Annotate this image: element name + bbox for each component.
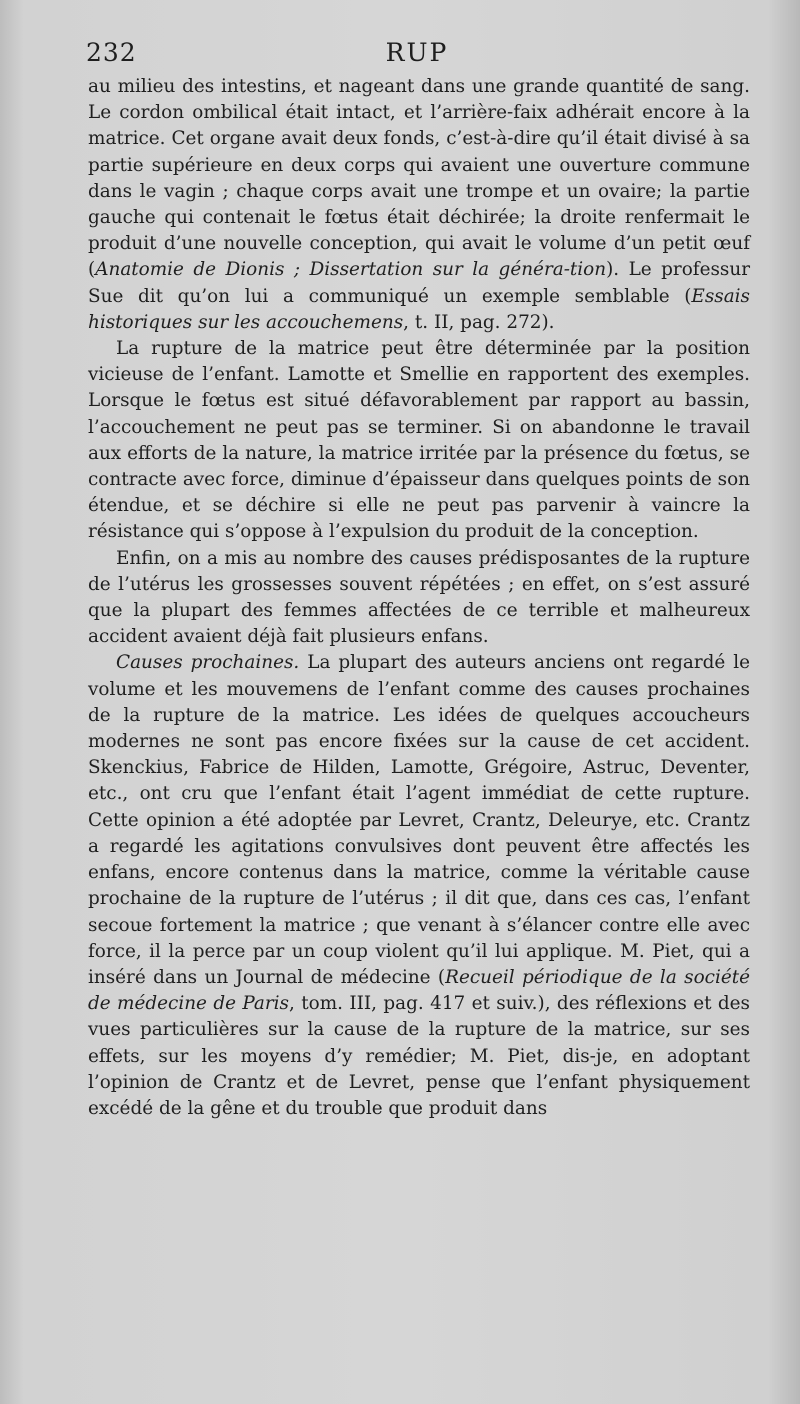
text-segment: , tom. III, pag. 417 et suiv.), des réflexions et des vues particulières sur la cause de la rupture de la matrice, sur ses effets, sur les moyens d’y remédier; M. Piet, dis-je, en adoptant l’opinion de Crantz et de Levret, pense que l’enfant physiquement excédé de la gêne et du trouble que produit dans [88, 993, 750, 1119]
text-segment: au milieu des intestins, et nageant dans une grande quantité de sang. Le cordon ombilical était intact, et l’arrière-faix adhérait encore à la matrice. Cet organe avait deux fonds, c’est-à-dire qu’il était divisé à sa partie supérieure en deux corps qui avaient une ouverture commune dans le vagin ; chaque corps avait une trompe et un ovaire; la partie gauche qui contenait le fœtus était déchirée; la droite renfermait le produit d’une nouvelle conception, qui avait le volume d’un petit œuf ( [88, 76, 750, 281]
paragraph-p4 [88, 650, 750, 1122]
text-segment: Enfin, on a mis au nombre des causes prédisposantes de la rupture de l’utérus les grossesses souvent répétées ; en effet, on s’est assuré que la plupart des femmes affectées de ce terrible et malheureux accident avaient déjà fait plusieurs enfans. [88, 547, 750, 648]
text-segment: ). Le professur Sue dit qu’on lui a communiqué un exemple semblable ( [88, 259, 750, 307]
page-number: 232 [86, 38, 137, 67]
paragraph-p3 [88, 546, 750, 651]
running-head: RUP [385, 38, 449, 67]
italic-citation: Anatomie de Dionis ; Dissertation sur la généra-tion [95, 259, 607, 281]
italic-citation: Essais historiques sur les accouchemens [88, 285, 750, 333]
paragraph-p1 [88, 74, 750, 336]
paragraph-p2 [88, 336, 750, 546]
text-segment: La plupart des auteurs anciens ont regardé le volume et les mouvemens de l’enfant comme des causes prochaines de la rupture de la matrice. Les idées de quelques accoucheurs modernes ne sont pas encore fixées sur la cause de cet accident. Skenckius, Fabrice de Hilden, Lamotte, Grégoire, Astruc, Deventer, etc., ont cru que l’enfant était l’agent immédiat de cette rupture. Cette opinion a été adoptée par Levret, Crantz, Deleurye, etc. Crantz a regardé les agitations convulsives dont peuvent être affectés les enfans, encore contenus dans la matrice, comme la véritable cause prochaine de la rupture de l’utérus ; il dit que, dans ces cas, l’enfant secoue fortement la matrice ; que venant à s’élancer contre elle avec force, il la perce par un coup violent qu’il lui applique. M. Piet, qui a inséré dans un Journal de médecine ( [88, 652, 751, 988]
italic-citation: Recueil périodique de la société de médecine de Paris [88, 966, 750, 1015]
page-header [86, 34, 748, 68]
text-segment: La rupture de la matrice peut être déterminée par la position vicieuse de l’enfant. Lamotte et Smellie en rapportent des exemples. Lorsque le fœtus est situé défavorablement par rapport au bassin, l’accouchement ne peut pas se terminer. Si on abandonne le travail aux efforts de la nature, la matrice irritée par la présence du fœtus, se contracte avec force, diminue d’épaisseur dans quelques points de son étendue, et se déchire si elle ne peut pas parvenir à vaincre la résistance qui s’oppose à l’expulsion du produit de la conception. [88, 338, 750, 543]
body-text [88, 74, 750, 1122]
text-segment: , t. II, pag. 272). [403, 311, 555, 333]
section-heading-causes-prochaines: Causes prochaines. [116, 652, 300, 674]
